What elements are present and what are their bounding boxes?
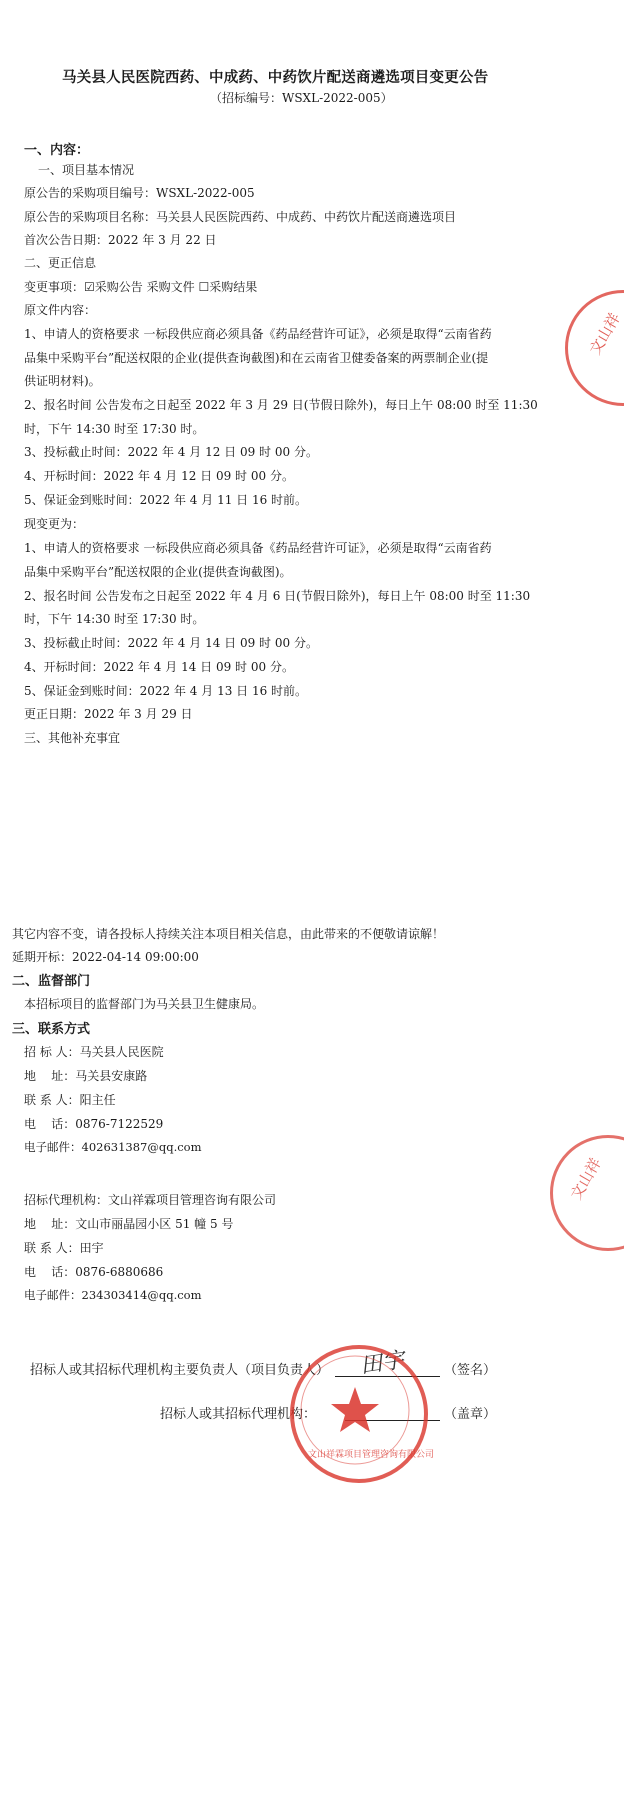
other-content-note: 其它内容不变，请各投标人持续关注本项目相关信息，由此带来的不便敬请谅解！ xyxy=(12,927,445,941)
stamp-page-2-edge xyxy=(550,1135,624,1251)
orig-item-1-line-3: 供证明材料)。 xyxy=(24,374,101,388)
change-items-label: 变更事项： xyxy=(24,280,85,294)
original-content-label: 原文件内容： xyxy=(24,303,97,317)
delayed-opening: 延期开标：2022-04-14 09:00:00 xyxy=(12,950,199,964)
tenderer-value: 马关县人民医院 xyxy=(79,1045,164,1059)
orig-item-2-line-2: 时，下午 14:30 时至 17:30 时。 xyxy=(24,422,205,436)
changed-to-label: 现变更为： xyxy=(24,517,85,531)
supervision-body: 本招标项目的监督部门为马关县卫生健康局。 xyxy=(24,997,265,1011)
agency-contact-value: 田宇 xyxy=(79,1241,104,1255)
subsection-correction-info: 二、更正信息 xyxy=(24,256,97,270)
option-procurement-result: ☐采购结果 xyxy=(198,280,258,294)
tenderer-contact-row xyxy=(24,1091,116,1108)
tenderer-phone-label: 电 话： xyxy=(24,1117,76,1131)
section-3-heading: 三、联系方式 xyxy=(12,1022,91,1037)
subsection-other-matters: 三、其他补充事宜 xyxy=(24,731,121,745)
new-item-3: 3、投标截止时间：2022 年 4 月 14 日 09 时 00 分。 xyxy=(24,636,318,650)
change-items xyxy=(24,278,257,295)
new-item-1-line-1: 1、申请人的资格要求 一标段供应商必须具备《药品经营许可证》，必须是取得“云南省药 xyxy=(24,541,492,555)
orig-item-3: 3、投标截止时间：2022 年 4 月 12 日 09 时 00 分。 xyxy=(24,445,318,459)
agency-value: 文山祥霖项目管理咨询有限公司 xyxy=(108,1193,277,1207)
signature-suffix: （签名） xyxy=(444,1363,497,1378)
agency-phone-label: 电 话： xyxy=(24,1265,76,1279)
tenderer-address-value: 马关县安康路 xyxy=(75,1069,148,1083)
agency-email-row xyxy=(24,1287,202,1303)
section-2-heading: 二、监督部门 xyxy=(12,974,91,989)
tenderer-row xyxy=(24,1043,164,1060)
new-item-2-line-1: 2、报名时间 公告发布之日起至 2022 年 4 月 6 日(节假日除外)，每日上午 08:00 时至 11:30 xyxy=(24,589,531,603)
tenderer-address-label: 地 址： xyxy=(24,1069,76,1083)
agency-seal xyxy=(290,1345,435,1483)
correction-date: 更正日期：2022 年 3 月 29 日 xyxy=(24,707,193,721)
tenderer-email-row xyxy=(24,1139,202,1155)
tenderer-contact-value: 阳主任 xyxy=(79,1093,116,1107)
seal-text: 文山祥霖项目管理咨询有限公司 xyxy=(308,1450,435,1460)
agency-email-value: 234303414@qq.com xyxy=(81,1288,202,1302)
tender-number: （招标编号：WSXL-2022-005） xyxy=(210,91,393,105)
agency-phone-row xyxy=(24,1263,163,1280)
option-procurement-file: 采购文件 xyxy=(146,280,195,294)
new-item-5: 5、保证金到账时间：2022 年 4 月 13 日 16 时前。 xyxy=(24,684,308,698)
tenderer-address-row xyxy=(24,1067,147,1084)
agency-row xyxy=(24,1191,276,1208)
first-announcement-date: 首次公告日期：2022 年 3 月 22 日 xyxy=(24,233,217,247)
option-procurement-notice: ☑采购公告 xyxy=(84,280,143,294)
agency-phone-value: 0876-6880686 xyxy=(75,1265,164,1279)
tenderer-phone-row xyxy=(24,1115,163,1132)
agency-address-row xyxy=(24,1215,233,1232)
responsible-person-line: 招标人或其招标代理机构主要负责人（项目负责人） xyxy=(30,1363,330,1378)
agency-address-label: 地 址： xyxy=(24,1217,76,1231)
original-project-number: 原公告的采购项目编号：WSXL-2022-005 xyxy=(24,186,255,200)
seal-line: 招标人或其招标代理机构： xyxy=(160,1407,317,1422)
tenderer-phone-value: 0876-7122529 xyxy=(75,1117,164,1131)
tenderer-contact-label: 联 系 人： xyxy=(24,1093,80,1107)
stamp-1-text: 文山祥 xyxy=(585,309,624,358)
stamp-page-1-edge xyxy=(565,290,624,406)
seal-suffix: （盖章） xyxy=(444,1407,497,1422)
orig-item-4: 4、开标时间：2022 年 4 月 12 日 09 时 00 分。 xyxy=(24,469,294,483)
orig-item-1-line-1: 1、申请人的资格要求 一标段供应商必须具备《药品经营许可证》，必须是取得“云南省药 xyxy=(24,327,492,341)
agency-contact-row xyxy=(24,1239,104,1256)
tenderer-email-label: 电子邮件： xyxy=(24,1140,82,1154)
stamp-2-text: 文山祥 xyxy=(566,1154,605,1203)
subsection-basic-info: 一、项目基本情况 xyxy=(38,163,135,177)
page-title: 马关县人民医院西药、中成药、中药饮片配送商遴选项目变更公告 xyxy=(62,69,489,86)
tenderer-email-value: 402631387@qq.com xyxy=(81,1140,202,1154)
agency-address-value: 文山市丽晶园小区 51 幢 5 号 xyxy=(75,1217,234,1231)
agency-label: 招标代理机构： xyxy=(24,1193,109,1207)
new-item-4: 4、开标时间：2022 年 4 月 14 日 09 时 00 分。 xyxy=(24,660,294,674)
agency-email-label: 电子邮件： xyxy=(24,1288,82,1302)
tenderer-label: 招 标 人： xyxy=(24,1045,80,1059)
section-1-heading: 一、内容： xyxy=(24,143,90,158)
new-item-1-line-2: 品集中采购平台”配送权限的企业(提供查询截图)。 xyxy=(24,565,292,579)
handwritten-signature: 田宇 xyxy=(358,1348,406,1379)
new-item-2-line-2: 时，下午 14:30 时至 17:30 时。 xyxy=(24,612,205,626)
original-project-name: 原公告的采购项目名称：马关县人民医院西药、中成药、中药饮片配送商遴选项目 xyxy=(24,210,457,224)
orig-item-1-line-2: 品集中采购平台”配送权限的企业(提供查询截图)和在云南省卫健委备案的两票制企业(提 xyxy=(24,351,489,365)
agency-contact-label: 联 系 人： xyxy=(24,1241,80,1255)
orig-item-2-line-1: 2、报名时间 公告发布之日起至 2022 年 3 月 29 日(节假日除外)，每日上午 08:00 时至 11:30 xyxy=(24,398,538,412)
orig-item-5: 5、保证金到账时间：2022 年 4 月 11 日 16 时前。 xyxy=(24,493,308,507)
